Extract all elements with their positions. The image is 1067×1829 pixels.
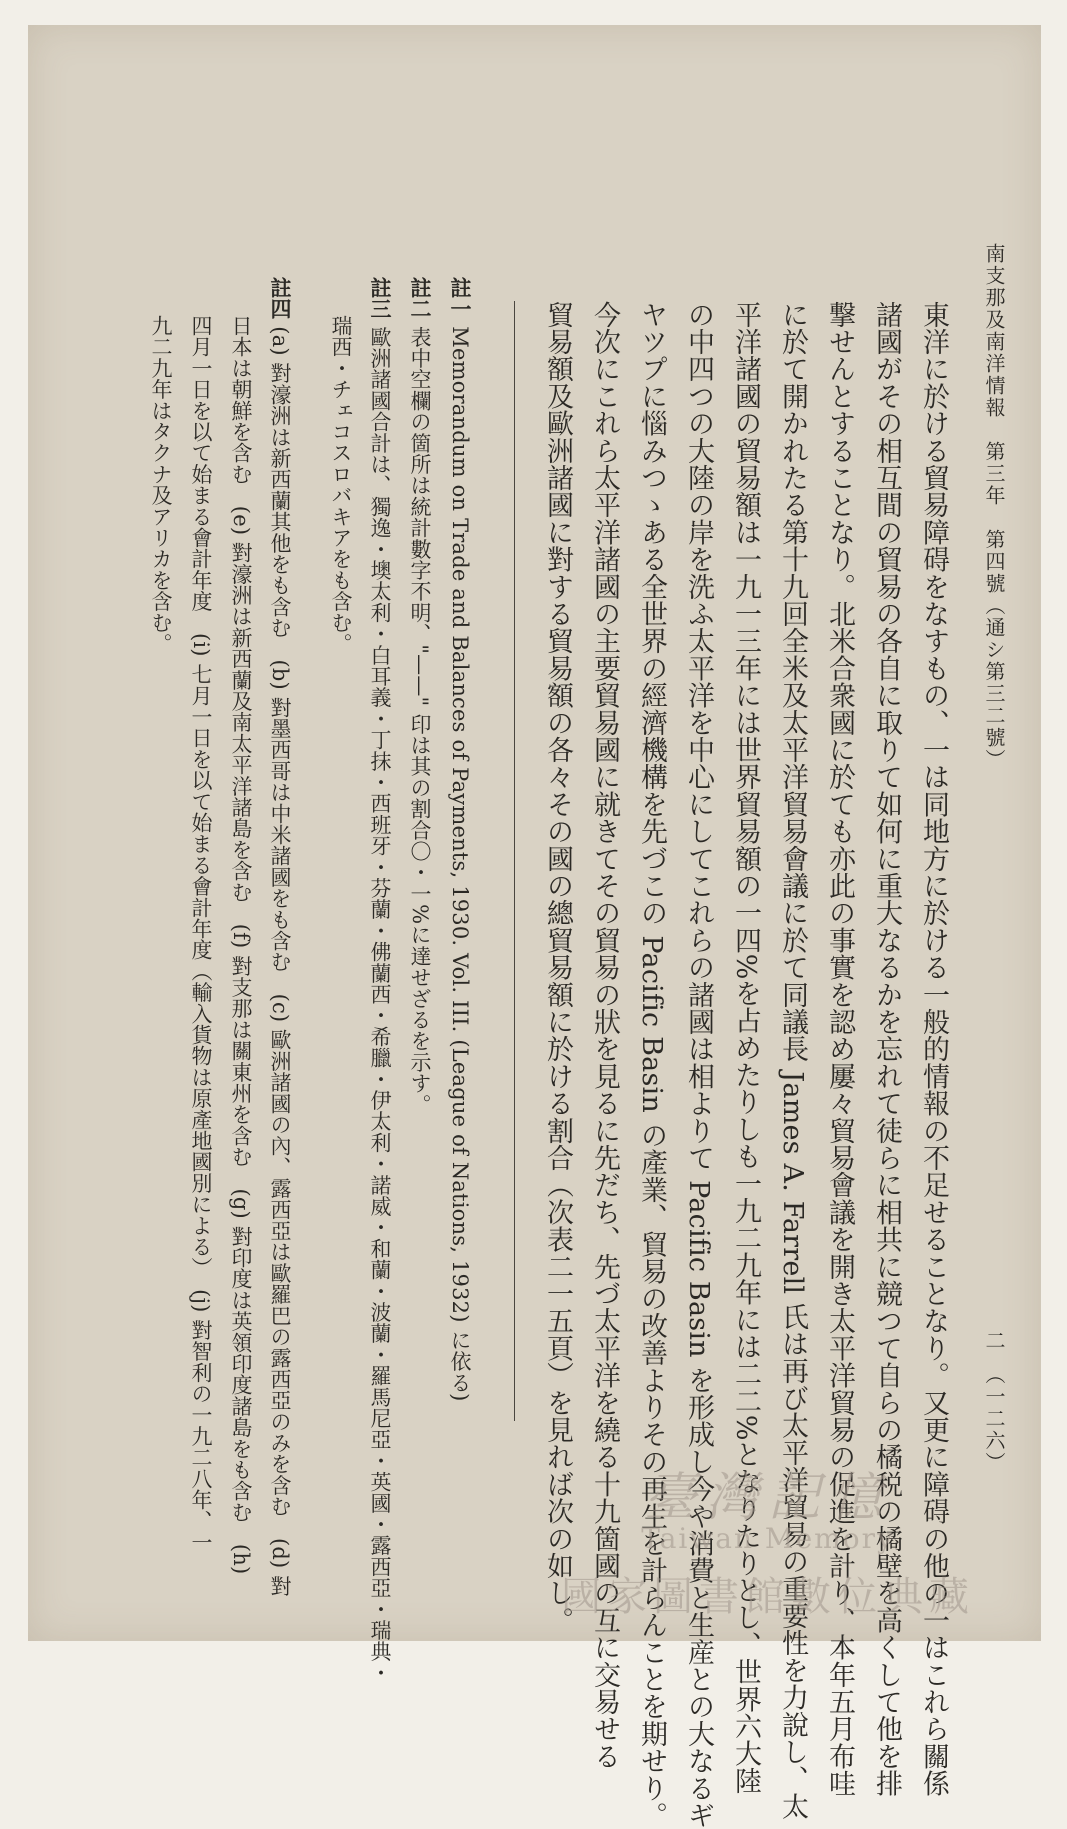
book-page	[28, 25, 1041, 1829]
footnote-3	[368, 277, 393, 1684]
watermark-english: Taiwan Memory	[641, 1522, 895, 1555]
page-number: 二 （一二六）	[982, 1330, 1006, 1474]
footnote-label: 註一	[448, 277, 473, 320]
body-column-4: に於て開かれたる第十九回全米及太平洋貿易會議に於て同議長 James A. Farrell 氏は再び太平洋貿易の重要性を力說し、太	[777, 301, 808, 1820]
footnote-label: 註二	[408, 277, 433, 320]
body-column-5: 平洋諸國の貿易額は一九一三年には世界貿易額の一四%を占めたりしも一九二九年には二二%となりたりとし、世界六大陸	[730, 301, 761, 1795]
footnote-4-cont-3	[150, 315, 171, 1535]
body-column-3: 撃せんとすることなり。北米合衆國に於ても亦此の事實を認め屢々貿易會議を開き太平洋貿易の促進を計り、本年五月布哇	[824, 301, 855, 1797]
footnote-text: 表中空欄の箇所は統計數字不明、"——" 印は其の割合〇・一%に達せざるを示す。	[408, 326, 432, 1116]
body-column-7: ヤツプに惱みつゝある全世界の經濟機構を先づこの Pacific Basin の產業、貿易の改善よりその再生を計らんことを期せり。	[636, 301, 667, 1829]
footnote-label: 註三	[368, 277, 393, 320]
running-header: 南支那及南洋情報 第三年 第四號（通シ第三二號）	[982, 243, 1006, 771]
footnote-4-cont-2	[189, 315, 213, 1553]
footnote-2	[409, 277, 431, 1537]
footnote-4-cont-1	[229, 315, 253, 1575]
footnote-4	[268, 277, 293, 1597]
footnote-text: 日本は朝鮮を含む (e) 對濠洲は新西蘭及南太平洋諸島を含む (f) 對支那は關東州を含む (g) 對印度は英領印度諸島をも含む (h)	[229, 315, 253, 1575]
watermark	[498, 1455, 1038, 1622]
footnote-text: 歐洲諸國合計は、獨逸・墺太利・白耳義・丁抹・西班牙・芬蘭・佛蘭西・希臘・伊太利・諾威・和蘭・波蘭・羅馬尼亞・英國・露西亞・瑞典・	[368, 326, 392, 1684]
footnote-text: Memorandum on Trade and Balances of Payments, 1930. Vol. III. (League of Nations, 1932) に依る)	[448, 326, 472, 1402]
footnote-text: 九二九年はタクナ及アリカを含む。	[149, 315, 173, 655]
footnote-text: (a) 對濠洲は新西蘭其他をも含む (b) 對墨西哥は中米諸國をも含む (c) 歐洲諸國の內、露西亞は歐羅巴の露西亞のみを含む (d) 對	[268, 326, 292, 1597]
footnote-text: 瑞西・チェコスロバキアをも含む。	[329, 315, 353, 655]
footnote-divider	[514, 301, 515, 1421]
body-column-9: 貿易額及歐洲諸國に對する貿易額の各々その國の總貿易額に於ける割合（次表二一五頁）を見れば次の如し。	[542, 301, 573, 1634]
body-column-2: 諸國がその相互間の貿易の各自に取りて如何に重大なるかを忘れて徒らに相共に競つて自らの橘税の橘壁を高くして他を排	[871, 301, 902, 1797]
body-column-8: 今次にこれら太平洋諸國の主要貿易國に就きてその貿易の狀を見るに先だち、先づ太平洋を繞る十九箇國の互に交易せる	[589, 301, 620, 1770]
body-column-6: の中四つの大陸の岸を洗ふ太平洋を中心にしてこれらの諸國は相よりて Pacific Basin を形成し今や消費と生産との大なるギ	[683, 301, 714, 1829]
footnote-3-cont	[330, 315, 351, 1535]
footnote-text: 四月一日を以て始まる會計年度 (i) 七月一日を以て始まる會計年度（輸入貨物は原產地國別による） (j) 對智利の一九二八年、一	[189, 315, 213, 1553]
watermark-main: 臺灣記憶	[643, 1468, 892, 1528]
footnote-label: 註四	[268, 277, 293, 320]
body-column-1: 東洋に於ける貿易障碍をなすもの、一は同地方に於ける一般的情報の不足せることなり。又更に障碍の他の一はこれら關係	[918, 301, 949, 1797]
watermark-sub: 國家圖書館數位典藏	[561, 1574, 975, 1620]
footnote-1	[449, 277, 471, 1537]
